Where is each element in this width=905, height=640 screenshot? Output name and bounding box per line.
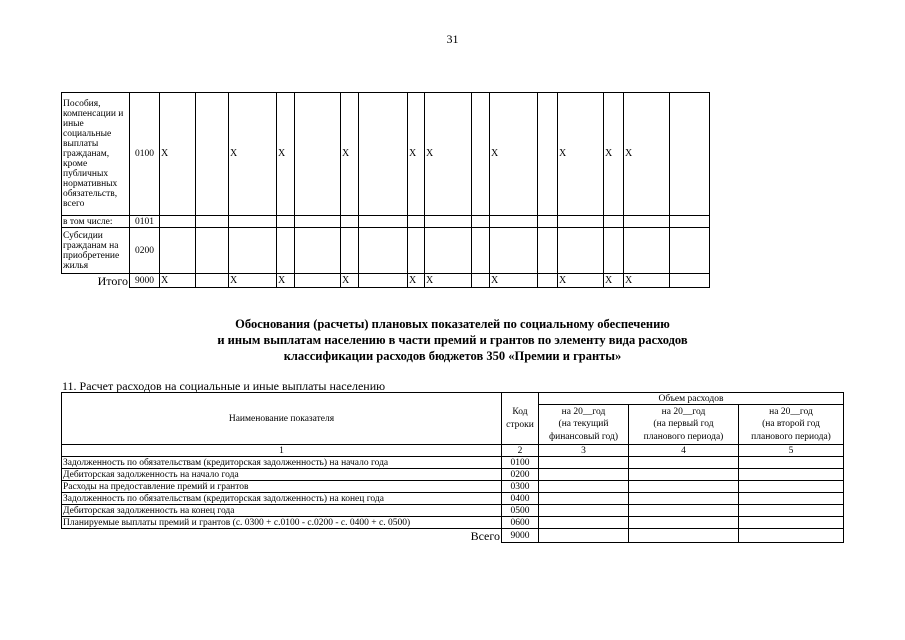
mark-cell [604, 216, 624, 228]
value-cell[interactable] [629, 517, 739, 529]
value-cell[interactable] [739, 457, 844, 469]
mark-cell [408, 228, 425, 274]
mark-cell [295, 93, 341, 216]
row-name: в том числе: [62, 216, 130, 228]
mark-cell [425, 228, 472, 274]
mark-cell [160, 228, 196, 274]
row-name: Итого [62, 274, 130, 288]
year1-line2: (на текущий [558, 419, 609, 430]
mark-cell [538, 216, 558, 228]
mark-cell [341, 216, 359, 228]
mark-cell [277, 216, 295, 228]
volume-header: Объем расходов [539, 393, 844, 405]
indicator-name: Дебиторская задолженность на конец года [62, 505, 502, 517]
table-row [62, 505, 844, 517]
mark-cell [160, 216, 196, 228]
mark-cell: X [624, 93, 670, 216]
mark-cell [359, 93, 408, 216]
row-code: 0101 [130, 216, 160, 228]
col-number: 4 [629, 445, 739, 457]
row-code: 0100 [502, 457, 539, 469]
indicator-name: Задолженность по обязательствам (кредиторская задолженность) на конец года [62, 493, 502, 505]
top-table-row [62, 228, 710, 274]
value-cell[interactable] [629, 505, 739, 517]
mark-cell: X [229, 93, 277, 216]
mark-cell: X [558, 93, 604, 216]
heading-line-1: Обоснования (расчеты) плановых показателей по социальному обеспечению [235, 317, 670, 331]
year3-line1: на 20__год [769, 406, 813, 417]
mark-cell: X [490, 274, 538, 288]
mark-cell [472, 93, 490, 216]
indicator-name: Дебиторская задолженность на начало года [62, 469, 502, 481]
mark-cell [277, 228, 295, 274]
mark-cell: X [558, 274, 604, 288]
top-table-row [62, 274, 710, 288]
total-label: Всего [470, 528, 500, 543]
mark-cell: X [341, 93, 359, 216]
mark-cell [670, 93, 710, 216]
mark-cell [408, 216, 425, 228]
indicator-name: Задолженность по обязательствам (кредиторская задолженность) на начало года [62, 457, 502, 469]
value-cell[interactable] [739, 493, 844, 505]
section-title: 11. Расчет расходов на социальные и иные выплаты населению [62, 379, 386, 393]
expense-calculation-table [61, 392, 844, 543]
value-cell[interactable] [629, 457, 739, 469]
value-cell[interactable] [739, 481, 844, 493]
row-code: 0200 [130, 228, 160, 274]
column-numbers-row [62, 445, 844, 457]
heading-line-3: классификации расходов бюджетов 350 «Премии и гранты» [283, 349, 622, 363]
year2-line3: планового периода) [643, 431, 724, 442]
value-cell[interactable] [739, 469, 844, 481]
mark-cell [558, 216, 604, 228]
mark-cell [670, 274, 710, 288]
table-row [62, 493, 844, 505]
indicator-name: Планируемые выплаты премий и грантов (с. 0300 + с.0100 - с.0200 - с. 0400 + с. 0500) [62, 517, 502, 529]
value-cell[interactable] [539, 529, 629, 543]
mark-cell [624, 216, 670, 228]
col-code-header: Код строки [502, 393, 539, 445]
col-number: 1 [62, 445, 502, 457]
total-code: 9000 [502, 529, 539, 543]
value-cell[interactable] [739, 517, 844, 529]
value-cell[interactable] [539, 493, 629, 505]
total-row [62, 529, 844, 543]
mark-cell [295, 216, 341, 228]
mark-cell [196, 274, 229, 288]
mark-cell [359, 274, 408, 288]
row-code: 0600 [502, 517, 539, 529]
mark-cell: X [408, 93, 425, 216]
col-number: 3 [539, 445, 629, 457]
mark-cell [295, 274, 341, 288]
col-name-header: Наименование показателя [62, 393, 502, 445]
col-number: 5 [739, 445, 844, 457]
year3-header [739, 405, 844, 445]
mark-cell [229, 228, 277, 274]
mark-cell [359, 228, 408, 274]
top-table [61, 92, 710, 288]
value-cell[interactable] [629, 481, 739, 493]
value-cell[interactable] [629, 529, 739, 543]
year2-header [629, 405, 739, 445]
table-row [62, 469, 844, 481]
year1-header [539, 405, 629, 445]
value-cell[interactable] [539, 517, 629, 529]
value-cell[interactable] [629, 469, 739, 481]
value-cell[interactable] [739, 505, 844, 517]
mark-cell [196, 93, 229, 216]
mark-cell [538, 274, 558, 288]
mark-cell: X [425, 93, 472, 216]
row-name: Субсидии гражданам на приобретение жилья [62, 228, 130, 274]
top-table-row [62, 93, 710, 216]
table-row [62, 457, 844, 469]
mark-cell: X [604, 274, 624, 288]
mark-cell [359, 216, 408, 228]
mark-cell [472, 228, 490, 274]
mark-cell: X [277, 93, 295, 216]
col-number: 2 [502, 445, 539, 457]
mark-cell: X [604, 93, 624, 216]
value-cell[interactable] [539, 457, 629, 469]
mark-cell [604, 228, 624, 274]
year3-line2: (на второй год [762, 419, 820, 430]
value-cell[interactable] [539, 469, 629, 481]
row-code: 0100 [130, 93, 160, 216]
mark-cell [670, 216, 710, 228]
mark-cell: X [229, 274, 277, 288]
indicator-name: Расходы на предоставление премий и грантов [62, 481, 502, 493]
value-cell[interactable] [539, 505, 629, 517]
row-code: 0300 [502, 481, 539, 493]
mark-cell [295, 228, 341, 274]
mark-cell: X [490, 93, 538, 216]
year1-line1: на 20__год [561, 406, 606, 417]
mark-cell: X [624, 274, 670, 288]
table-row [62, 517, 844, 529]
mark-cell: X [341, 274, 359, 288]
year3-line3: планового периода) [751, 431, 831, 442]
row-code: 9000 [130, 274, 160, 288]
mark-cell [196, 228, 229, 274]
mark-cell [196, 216, 229, 228]
mark-cell: X [425, 274, 472, 288]
mark-cell: X [160, 93, 196, 216]
mark-cell [472, 274, 490, 288]
row-name: Пособия, компенсации и иные социальные выплаты гражданам, кроме публичных нормативных обязательств, всего [62, 93, 130, 216]
value-cell[interactable] [739, 529, 844, 543]
mark-cell: X [160, 274, 196, 288]
mark-cell [558, 228, 604, 274]
mark-cell [472, 216, 490, 228]
mark-cell: X [408, 274, 425, 288]
year2-line1: на 20__год [661, 406, 706, 417]
section-heading [0, 316, 905, 364]
year2-line2: (на первый год [653, 419, 714, 430]
table-row [62, 481, 844, 493]
page-number: 31 [446, 32, 459, 46]
mark-cell [624, 228, 670, 274]
mark-cell [341, 228, 359, 274]
heading-line-2: и иным выплатам населению в части премий и грантов по элементу вида расходов [217, 333, 688, 347]
year1-line3: финансовый год) [548, 431, 619, 442]
mark-cell [425, 216, 472, 228]
row-code: 0200 [502, 469, 539, 481]
row-code: 0500 [502, 505, 539, 517]
value-cell[interactable] [629, 493, 739, 505]
row-code: 0400 [502, 493, 539, 505]
mark-cell: X [277, 274, 295, 288]
mark-cell [538, 93, 558, 216]
top-table-row [62, 216, 710, 228]
value-cell[interactable] [539, 481, 629, 493]
mark-cell [229, 216, 277, 228]
mark-cell [490, 216, 538, 228]
mark-cell [490, 228, 538, 274]
mark-cell [670, 228, 710, 274]
mark-cell [538, 228, 558, 274]
